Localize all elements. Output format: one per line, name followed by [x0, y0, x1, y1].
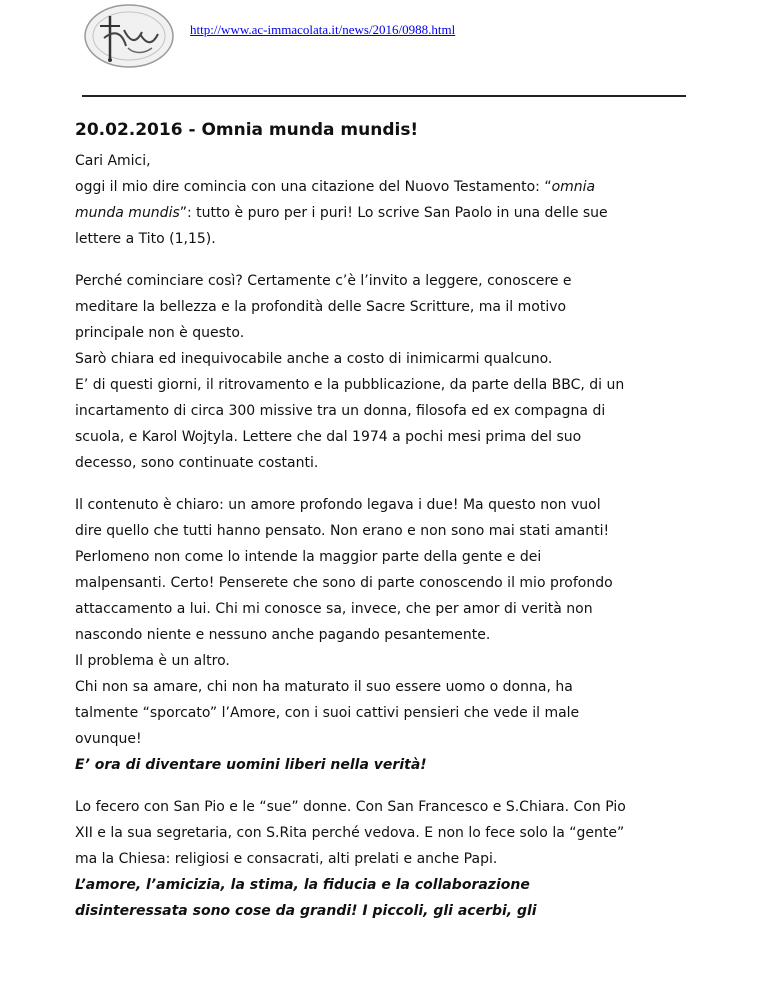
text-line: Sarò chiara ed inequivocabile anche a costo di inimicarmi qualcuno.: [75, 351, 553, 367]
article-title: 20.02.2016 - Omnia munda mundis!: [75, 120, 419, 140]
text-line: attaccamento a lui. Chi mi conosce sa, invece, che per amor di verità non: [75, 601, 593, 617]
text-line: malpensanti. Certo! Penserete che sono di parte conoscendo il mio profondo: [75, 575, 613, 591]
text-line: talmente “sporcato” l’Amore, con i suoi cattivi pensieri che vede il male: [75, 705, 580, 721]
latin-quote: omnia: [551, 179, 596, 195]
latin-quote: munda mundis: [75, 205, 180, 221]
text-line: Perlomeno non come lo intende la maggior parte della gente e dei: [75, 549, 542, 565]
text-line: dire quello che tutti hanno pensato. Non erano e non sono mai stati amanti!: [75, 523, 610, 539]
text-line: incartamento di circa 300 missive tra un donna, filosofa ed ex compagna di: [75, 403, 606, 419]
emphasis-line: disinteressata sono cose da grandi! I piccoli, gli acerbi, gli: [75, 903, 537, 919]
text-line: lettere a Tito (1,15).: [75, 231, 216, 247]
text-segment: oggi il mio dire comincia con una citazione del Nuovo Testamento: “: [75, 179, 552, 195]
header-divider: [82, 95, 686, 97]
article-body: [75, 148, 715, 924]
text-line: E’ di questi giorni, il ritrovamento e la pubblicazione, da parte della BBC, di un: [75, 377, 625, 393]
text-line: scuola, e Karol Wojtyla. Lettere che dal 1974 a pochi mesi prima del suo: [75, 429, 582, 445]
text-line: meditare la bellezza e la profondità delle Sacre Scritture, ma il motivo: [75, 299, 567, 315]
text-line: principale non è questo.: [75, 325, 245, 341]
text-line: nascondo niente e nessuno anche pagando pesantemente.: [75, 627, 491, 643]
source-url-link[interactable]: http://www.ac-immacolata.it/news/2016/0988.html: [190, 22, 456, 37]
text-line: XII e la sua segretaria, con S.Rita perché vedova. E non lo fece solo la “gente”: [75, 825, 625, 841]
paragraph-content: [75, 492, 715, 778]
text-line: Il problema è un altro.: [75, 653, 230, 669]
text-line: Perché cominciare così? Certamente c’è l’invito a leggere, conoscere e: [75, 273, 572, 289]
text-line: [75, 200, 715, 226]
text-line: Il contenuto è chiaro: un amore profondo legava i due! Ma questo non vuol: [75, 497, 601, 513]
paragraph-greeting: [75, 148, 715, 252]
text-segment: ”: tutto è puro per i puri! Lo scrive San Paolo in una delle sue: [179, 205, 608, 221]
emphasis-line: L’amore, l’amicizia, la stima, la fiducia e la collaborazione: [75, 877, 530, 893]
paragraph-examples: [75, 794, 715, 924]
text-line: ma la Chiesa: religiosi e consacrati, alti prelati e anche Papi.: [75, 851, 498, 867]
text-line: Cari Amici,: [75, 153, 151, 169]
association-logo-icon: [80, 2, 178, 70]
text-line: Chi non sa amare, chi non ha maturato il suo essere uomo o donna, ha: [75, 679, 573, 695]
paragraph-motivation: [75, 268, 715, 476]
text-line: Lo fecero con San Pio e le “sue” donne. Con San Francesco e S.Chiara. Con Pio: [75, 799, 626, 815]
text-line: decesso, sono continuate costanti.: [75, 455, 319, 471]
text-line: [75, 174, 715, 200]
text-line: ovunque!: [75, 731, 142, 747]
emphasis-line: E’ ora di diventare uomini liberi nella verità!: [75, 757, 427, 773]
